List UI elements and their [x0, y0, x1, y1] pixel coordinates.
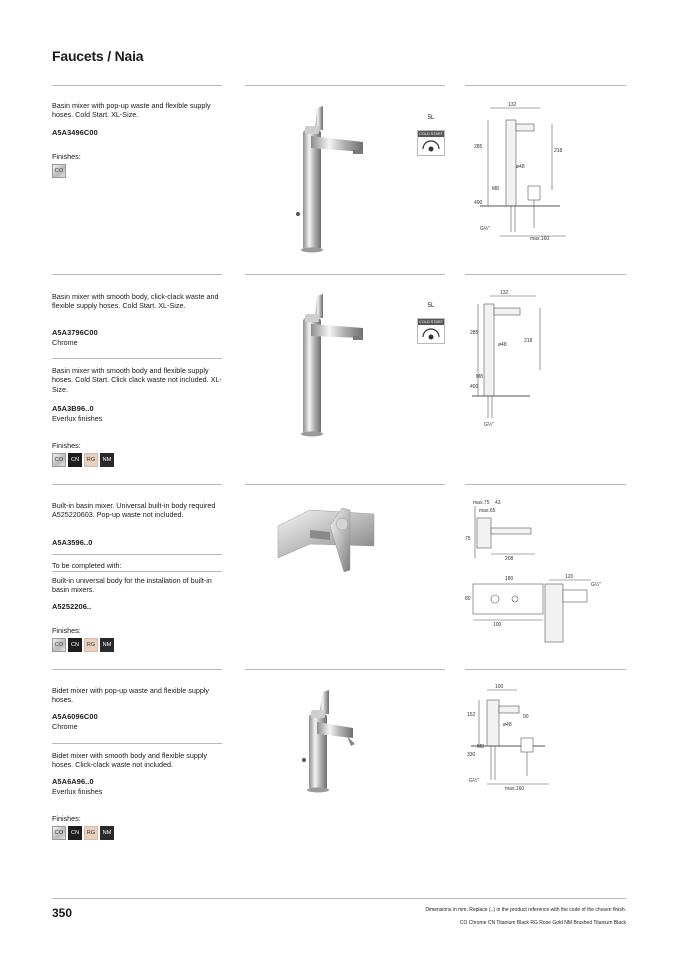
divider: [52, 669, 222, 670]
cold-start-icon: COLD START: [417, 318, 445, 344]
finish-swatch-rg: RG: [84, 638, 98, 652]
dim-base: 400: [474, 200, 483, 206]
finish-swatches: [52, 164, 66, 178]
divider: [245, 669, 445, 670]
product-description: Built-in basin mixer. Universal built-in body required A525220603. Pop-up waste not included.: [52, 501, 216, 520]
basin-mixer-xl-image: [275, 96, 395, 254]
dim-m: M8: [477, 744, 484, 750]
technical-drawing-1: [470, 100, 620, 242]
divider: [245, 274, 445, 275]
finish-swatch-rg: RG: [84, 826, 98, 840]
divider: [465, 669, 626, 670]
flow-rate-icon: [417, 110, 445, 128]
basin-mixer-smooth-image: [275, 288, 395, 438]
dim-e: 208: [505, 556, 514, 562]
product-code: A5A3796C00: [52, 328, 98, 337]
cold-start-icon: COLD START: [417, 130, 445, 156]
product-code: A5A3596..0: [52, 538, 93, 547]
divider: [52, 85, 222, 86]
finish-swatch-nm: NM: [100, 638, 114, 652]
dim-i: 100: [493, 622, 502, 628]
divider: [52, 554, 222, 555]
page-title: Faucets / Naia: [52, 48, 144, 64]
dim-d: 75: [465, 536, 471, 542]
finish-swatches: [52, 826, 114, 840]
dim-height: 152: [467, 712, 476, 718]
dim-c: max.65: [479, 508, 496, 514]
dim-thread: G½": [469, 778, 479, 784]
finish-swatch-nm: NM: [100, 453, 114, 467]
product-description: Basin mixer with smooth body and flexible supply hoses. Cold Start. Click clack waste not included. XL-Size.: [52, 366, 222, 394]
dim-side: ø48: [498, 342, 507, 348]
divider: [52, 484, 222, 485]
dim-h: 80: [465, 596, 471, 602]
dim-reach: 218: [524, 338, 533, 344]
dim-thread: G½": [484, 422, 494, 428]
product-description: Basin mixer with smooth body, click-clack waste and flexible supply hoses. Cold Start. XL-Size.: [52, 292, 219, 311]
bidet-mixer-image: [285, 684, 385, 794]
dim-base: 330: [467, 752, 476, 758]
finish-swatch-co: CO: [52, 826, 66, 840]
dim-outlet: max.160: [530, 236, 550, 242]
product-code: A5A6096C00: [52, 712, 98, 721]
finish-swatch-co: CO: [52, 164, 66, 178]
dim-top: 100: [495, 684, 504, 690]
finish-legend: CO Chrome CN Titanium Black RG Rose Gold NM Brushed Titanium Black: [459, 920, 626, 926]
divider: [52, 274, 222, 275]
built-in-mixer-image: [270, 500, 400, 580]
dim-a: max.75: [473, 500, 490, 506]
divider: [465, 85, 626, 86]
dim-base: 400: [470, 384, 479, 390]
complement-code: A5252206..: [52, 602, 92, 611]
dim-g: 120: [565, 574, 574, 580]
technical-drawing-2: [470, 290, 620, 430]
product-description: Bidet mixer with pop-up waste and flexible supply hoses.: [52, 686, 210, 705]
dim-outlet: max.160: [505, 786, 525, 792]
dim-thread: G½": [480, 226, 490, 232]
dim-height: 285: [474, 144, 483, 150]
finish-swatch-co: CO: [52, 453, 66, 467]
divider: [52, 743, 222, 744]
product-finish: Chrome: [52, 338, 78, 347]
divider: [465, 484, 626, 485]
dim-reach: 218: [554, 148, 563, 154]
dim-reach: 90: [523, 714, 529, 720]
finishes-label: Finishes:: [52, 626, 81, 635]
product-code: A5A6A96..0: [52, 777, 94, 786]
dim-m: M8: [492, 186, 499, 192]
dim-thread: G½": [591, 582, 601, 588]
flow-rate-value: 5L: [427, 115, 435, 121]
finish-swatches: [52, 453, 114, 467]
divider: [465, 274, 626, 275]
feature-icons: [417, 298, 445, 344]
finish-swatch-rg: RG: [84, 453, 98, 467]
product-finish: Everlux finishes: [52, 414, 103, 423]
finishes-label: Finishes:: [52, 441, 81, 450]
product-description: Basin mixer with pop-up waste and flexible supply hoses. Cold Start. XL-Size.: [52, 101, 211, 120]
dim-top: 132: [508, 102, 517, 108]
finish-swatch-co: CO: [52, 638, 66, 652]
technical-drawing-3: [465, 498, 625, 648]
divider: [52, 571, 222, 572]
footer-note: Dimensions in mm. Replace (..) in the product reference with the code of the chosen finish.: [425, 907, 626, 913]
complement-description: Built-in universal body for the installation of built-in basin mixers.: [52, 576, 212, 595]
finishes-label: Finishes:: [52, 152, 81, 161]
dim-height: 285: [470, 330, 479, 336]
divider: [245, 85, 445, 86]
product-finish: Everlux finishes: [52, 787, 103, 796]
dim-m: M8: [476, 374, 483, 380]
finish-swatch-cn: CN: [68, 638, 82, 652]
finish-swatch-nm: NM: [100, 826, 114, 840]
finish-swatch-cn: CN: [68, 453, 82, 467]
dim-side: ø48: [503, 722, 512, 728]
finishes-label: Finishes:: [52, 814, 81, 823]
dim-b: 43: [495, 500, 501, 506]
feature-icons: [417, 110, 445, 156]
dim-f: 180: [505, 576, 514, 582]
divider: [52, 358, 222, 359]
footer-divider: [52, 898, 626, 899]
dim-top: 132: [500, 290, 509, 296]
complement-label: To be completed with:: [52, 561, 122, 570]
product-code: A5A3496C00: [52, 128, 98, 137]
product-description: Bidet mixer with smooth body and flexible supply hoses. Click-clack waste not included.: [52, 751, 208, 770]
finish-swatch-cn: CN: [68, 826, 82, 840]
flow-rate-icon: [417, 298, 445, 316]
product-code: A5A3B96..0: [52, 404, 94, 413]
technical-drawing-4: [465, 684, 615, 794]
page-number: 350: [52, 906, 73, 920]
dim-side: ø48: [516, 164, 525, 170]
flow-rate-value: 5L: [427, 303, 435, 309]
finish-swatches: [52, 638, 114, 652]
divider: [245, 484, 445, 485]
product-finish: Chrome: [52, 722, 78, 731]
